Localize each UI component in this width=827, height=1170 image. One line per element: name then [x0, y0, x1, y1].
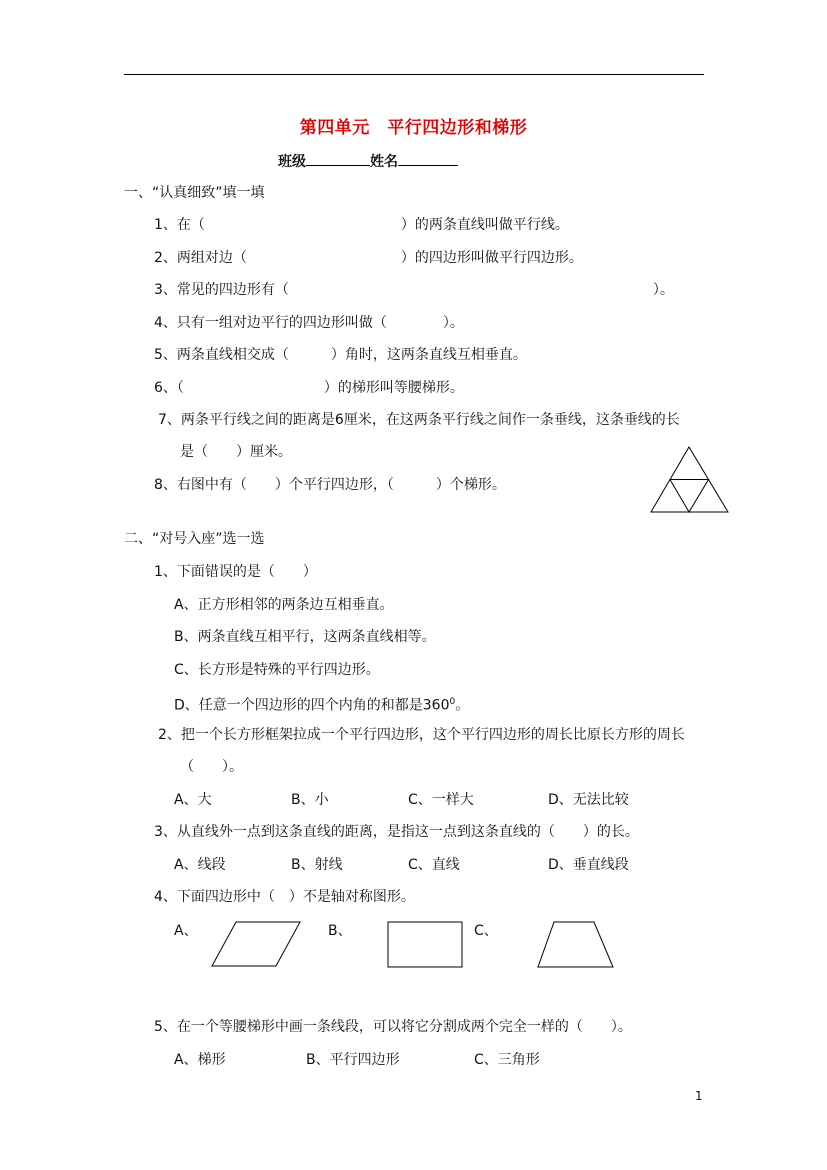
s2-q2-option-a: A、大 — [174, 792, 212, 808]
s1-question-6: 6、（ ）的梯形叫等腰梯形。 — [154, 380, 464, 396]
s2-q3-option-c: C、直线 — [408, 857, 460, 873]
rectangle-shape — [387, 921, 465, 969]
s1-question-3: 3、常见的四边形有（ ）。 — [154, 282, 674, 298]
s2-q2-option-c: C、一样大 — [408, 792, 474, 808]
s2-q3-option-d: D、垂直线段 — [548, 857, 629, 873]
s2-q1-option-b: B、两条直线互相平行，这两条直线相等。 — [174, 629, 436, 645]
s1-question-7-line1: 7、两条平行线之间的距离是6厘米，在这两条平行线之间作一条垂线，这条垂线的长 — [158, 412, 680, 428]
s2-question-2-line1: 2、把一个长方形框架拉成一个平行四边形，这个平行四边形的周长比原长方形的周长 — [158, 727, 685, 743]
s2-q2-option-b: B、小 — [291, 792, 329, 808]
option-d-end: 。 — [455, 697, 470, 714]
s2-question-4: 4、下面四边形中（ ）不是轴对称图形。 — [154, 889, 415, 905]
class-blank[interactable] — [306, 151, 370, 166]
page-number: 1 — [695, 1089, 703, 1103]
s2-q3-option-b: B、射线 — [291, 857, 343, 873]
s2-q1-option-a: A、正方形相邻的两条边互相垂直。 — [174, 597, 394, 613]
s2-q1-option-d — [174, 693, 469, 715]
class-label: 班级 — [278, 154, 306, 170]
s2-question-5: 5、在一个等腰梯形中画一条线段，可以将它分割成两个完全一样的（ ）。 — [154, 1019, 632, 1035]
name-blank[interactable] — [398, 151, 458, 166]
s2-q5-option-a: A、梯形 — [174, 1052, 226, 1068]
section2-heading: 二、“对号入座”选一选 — [124, 531, 265, 547]
s2-q4-option-b-label: B、 — [328, 923, 352, 939]
trapezoid-shape — [536, 920, 616, 969]
name-label: 姓名 — [370, 154, 398, 170]
s2-q2-option-d: D、无法比较 — [548, 792, 629, 808]
s2-question-1: 1、下面错误的是（ ） — [154, 564, 317, 580]
option-d-text: D、任意一个四边形的四个内角的和都是360 — [174, 697, 450, 714]
s1-question-8: 8、右图中有（ ）个平行四边形，（ ）个梯形。 — [154, 477, 506, 493]
s1-question-2: 2、两组对边（ ）的四边形叫做平行四边形。 — [154, 250, 583, 266]
s1-question-1: 1、在（ ）的两条直线叫做平行线。 — [154, 217, 569, 233]
parallelogram-shape — [210, 920, 302, 968]
s1-question-5: 5、两条直线相交成（ ）角时，这两条直线互相垂直。 — [154, 347, 527, 363]
s2-question-2-line2: （ ）。 — [180, 759, 243, 775]
s2-q1-option-c: C、长方形是特殊的平行四边形。 — [174, 662, 380, 678]
s2-q4-option-a-label: A、 — [174, 923, 198, 939]
section1-heading: 一、“认真细致”填一填 — [124, 185, 265, 201]
s1-question-4: 4、只有一组对边平行的四边形叫做（ ）。 — [154, 315, 464, 331]
s2-q3-option-a: A、线段 — [174, 857, 226, 873]
degree-superscript: 0 — [449, 697, 456, 707]
page-title: 第四单元 平行四边形和梯形 — [299, 118, 528, 138]
class-name-line — [278, 151, 458, 171]
triangle-figure — [649, 445, 731, 515]
s2-q5-option-b: B、平行四边形 — [306, 1052, 400, 1068]
header-rule — [124, 74, 704, 75]
s2-q4-option-c-label: C、 — [474, 923, 498, 939]
s1-question-7-line2: 是（ ）厘米。 — [180, 444, 292, 460]
s2-q5-option-c: C、三角形 — [474, 1052, 540, 1068]
s2-question-3: 3、从直线外一点到这条直线的距离，是指这一点到这条直线的（ ）的长。 — [154, 824, 639, 840]
